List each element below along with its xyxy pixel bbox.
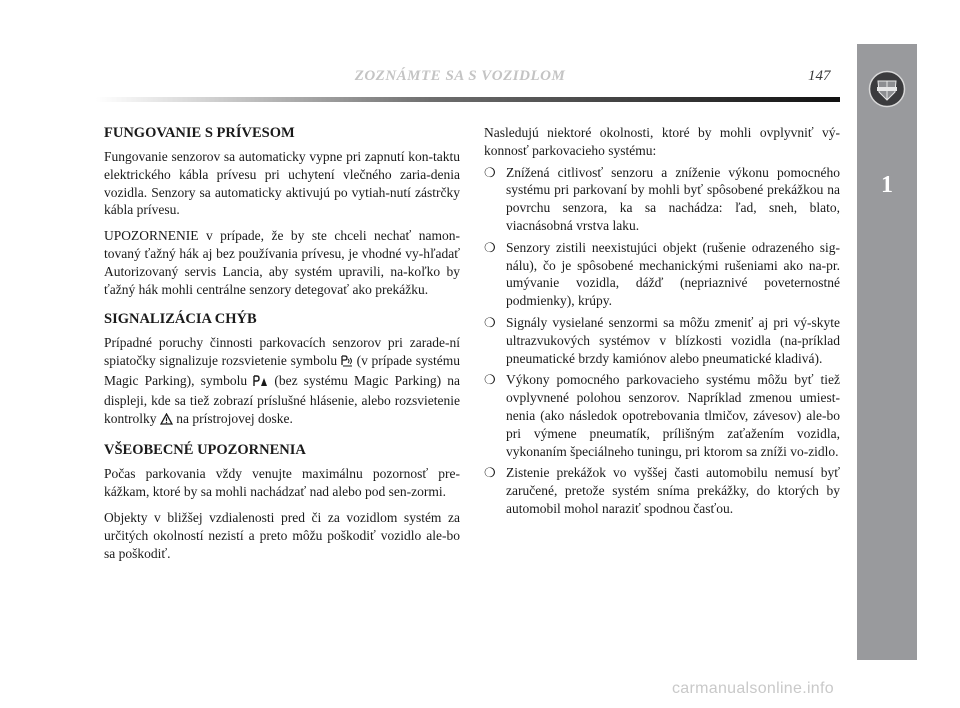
trailer-paragraph-1: Fungovanie senzorov sa automaticky vypne pri zapnutí kon-taktu elektrického kábla prívesu pri uchytení vlečného zaria-denia vozidla. Senzory sa automaticky aktivujú po vytiah-nutí zástrčky kábla prívesu. bbox=[104, 149, 460, 218]
bullet-circle-icon: ❍ bbox=[484, 314, 496, 330]
watermark-text: carmanualsonline.info bbox=[672, 680, 834, 697]
right-column bbox=[484, 124, 840, 522]
conditions-intro: Nasledujú niektoré okolnosti, ktoré by mohli ovplyvniť vý-konnosť parkovacieho systému: bbox=[484, 125, 840, 158]
list-item bbox=[484, 371, 840, 460]
bullet-circle-icon: ❍ bbox=[484, 465, 496, 481]
faults-text-d: na prístrojovej doske. bbox=[172, 410, 293, 426]
faults-text-b: (v prípade systému Magic Parking), symbolu bbox=[104, 353, 460, 388]
faults-text-a: Prípadné poruchy činnosti parkovacích senzorov pri zarade-ní spiatočky signalizuje rozsvietenie symbolu bbox=[104, 335, 460, 369]
list-item bbox=[484, 314, 840, 367]
header-rule bbox=[96, 97, 840, 102]
left-column bbox=[104, 124, 460, 570]
section-title-faults: SIGNALIZÁCIA CHÝB bbox=[104, 311, 257, 328]
list-item bbox=[484, 239, 840, 310]
section-title-general-warnings: VŠEOBECNÉ UPOZORNENIA bbox=[104, 442, 306, 459]
chapter-sidebar bbox=[857, 44, 917, 660]
bullet-text: Znížená citlivosť senzoru a zníženie výkonu pomocného systému pri parkovaní by mohli byť spôsobené prekážkou na povrchu senzora, ka sa nachádza: ľad, sneh, blato, viacnásobná vrstva laku. bbox=[506, 164, 840, 233]
warnings-paragraph-1: Počas parkovania vždy venujte maximálnu pozornosť pre-kážkam, ktoré by sa mohli nachádzať nad alebo pod sen-zormi. bbox=[104, 466, 460, 500]
magic-parking-icon bbox=[341, 354, 353, 372]
chapter-number: 1 bbox=[881, 172, 893, 198]
lancia-shield-icon bbox=[868, 70, 906, 108]
bullet-text: Zistenie prekážok vo vyššej časti automobilu nemusí byť zaručené, pretože systém sníma prekážky, do ktorých by automobil mohol naraziť spodnou časťou. bbox=[506, 465, 840, 516]
list-item bbox=[484, 164, 840, 235]
warning-triangle-icon bbox=[160, 412, 173, 430]
page-number: 147 bbox=[808, 68, 831, 84]
faults-text-c: (bez systému Magic Parking) na displeji, kde sa tiež zobrazí príslušné hlásenie, alebo rozsvietenie kontrolky bbox=[104, 372, 460, 426]
bullet-text: Senzory zistili neexistujúci objekt (rušenie odrazeného sig-nálu), čo je spôsobené mechanickými rušeniami ako na-pr. umývanie vozidla, dážď (nepriaznivé poveternostné podmienky), krúpy. bbox=[506, 239, 840, 309]
section-title-trailer: FUNGOVANIE S PRÍVESOM bbox=[104, 125, 295, 141]
bullet-circle-icon: ❍ bbox=[484, 239, 496, 255]
trailer-paragraph-2: UPOZORNENIE v prípade, že by ste chceli nechať namon-tovaný ťažný hák aj bez používania prívesu, je vhodné vy-hľadať Autorizovaný servis Lancia, aby systém upravili, na-koľko by ťažný hák mohli centrálne senzory detegovať ako prekážku. bbox=[104, 228, 460, 297]
list-item bbox=[484, 464, 840, 517]
bullet-circle-icon: ❍ bbox=[484, 164, 496, 180]
page-header-title: ZOZNÁMTE SA S VOZIDLOM bbox=[354, 68, 566, 84]
bullet-circle-icon: ❍ bbox=[484, 372, 496, 388]
bullet-text: Výkony pomocného parkovacieho systému môžu byť tiež ovplyvnené polohou senzorov. Napríklad zmenou umiest-nenia (ako následok opotrebovania tlmičov, závesov) ale-bo pri výmene pneumatík, prílišným zaťažením vozidla, vykonaním špeciálneho tuningu, pri ktorom sa zníži vo-zidlo. bbox=[506, 372, 840, 459]
warnings-paragraph-2: Objekty v bližšej vzdialenosti pred či za vozidlom systém za určitých okolností nezistí a preto môžu poškodiť vozidlo ale-bo sa poškodiť. bbox=[104, 509, 460, 561]
faults-paragraph bbox=[104, 334, 460, 429]
parking-sensor-icon bbox=[253, 374, 268, 392]
bullet-text: Signály vysielané senzormi sa môžu zmeniť aj pri vý-skyte ultrazvukových systémov v blízkosti vozidla (na-príklad pneumatické brzdy kamiónov alebo pneumatické kladivá). bbox=[506, 314, 840, 366]
